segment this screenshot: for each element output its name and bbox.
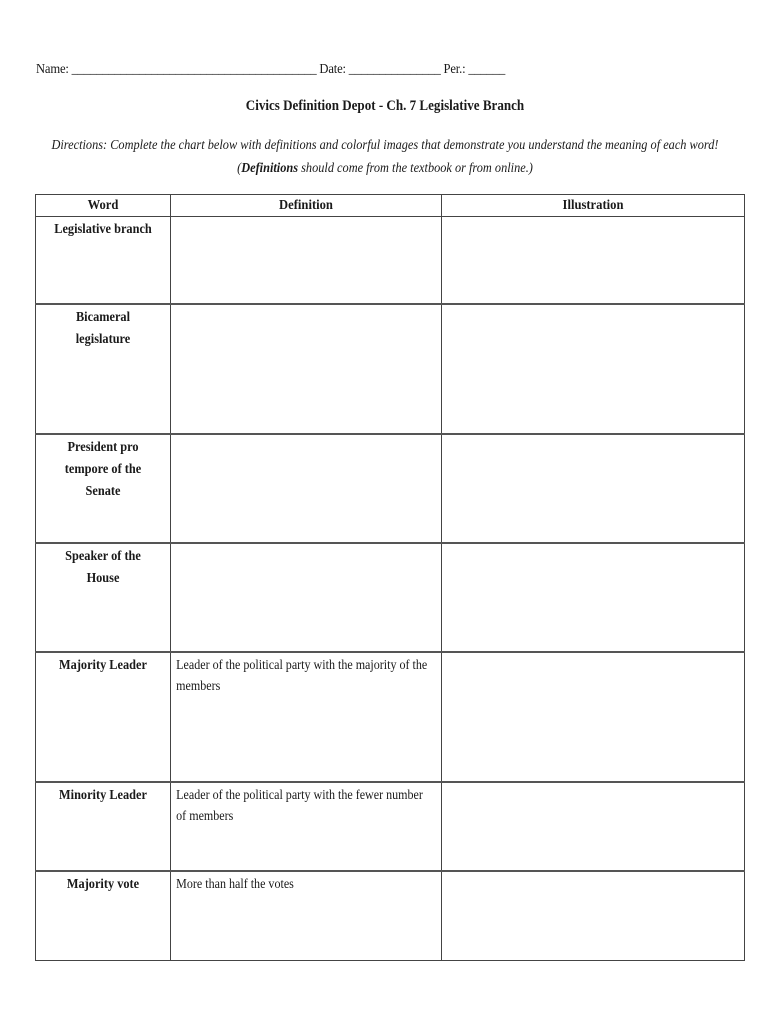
header-illustration — [442, 195, 745, 217]
word-text: Bicameral legislature — [75, 309, 131, 347]
word-cell — [36, 434, 171, 543]
illustration-cell[interactable] — [442, 652, 745, 782]
definition-text: More than half the votes — [176, 876, 294, 892]
illustration-cell[interactable] — [442, 217, 745, 304]
illustration-cell[interactable] — [442, 543, 745, 652]
directions — [20, 134, 750, 180]
illustration-cell[interactable] — [442, 304, 745, 434]
word-text: Majority Leader — [59, 657, 147, 673]
word-text: Speaker of the House — [65, 548, 141, 586]
table-row — [36, 304, 745, 434]
illustration-cell[interactable] — [442, 434, 745, 543]
header-definition-label: Definition — [279, 198, 333, 213]
illustration-cell[interactable] — [442, 782, 745, 871]
header-word — [36, 195, 171, 217]
definition-cell[interactable] — [171, 304, 442, 434]
definition-text — [171, 217, 431, 219]
word-text: Majority vote — [66, 876, 140, 892]
header-definition — [171, 195, 442, 217]
directions-text — [24, 134, 746, 180]
word-cell — [36, 304, 171, 434]
word-cell — [36, 543, 171, 652]
table-header-row — [36, 195, 745, 217]
vocabulary-chart — [35, 194, 745, 961]
definition-text: Leader of the political party with the majority of the members — [176, 657, 428, 694]
table-row — [36, 652, 745, 782]
directions-bold: Definitions — [241, 161, 299, 176]
definition-cell[interactable] — [171, 543, 442, 652]
definition-cell[interactable] — [171, 217, 442, 304]
directions-part1: Directions: Complete the chart below with definitions and colorful images that demonstrate you understand the meaning of each word! ( — [51, 138, 719, 176]
word-text: Minority Leader — [59, 787, 147, 803]
page-title: Civics Definition Depot - Ch. 7 Legislative Branch — [245, 98, 525, 114]
definition-text: Leader of the political party with the fewer number of members — [176, 787, 423, 824]
table-row — [36, 543, 745, 652]
word-text: Legislative branch — [54, 222, 152, 237]
word-cell — [36, 871, 171, 961]
word-cell — [36, 652, 171, 782]
illustration-cell[interactable] — [442, 871, 745, 961]
definition-cell[interactable] — [171, 652, 442, 782]
table-row — [36, 434, 745, 543]
header-illustration-label: Illustration — [562, 198, 624, 213]
word-cell — [36, 217, 171, 304]
directions-part2: should come from the textbook or from online.) — [298, 161, 533, 176]
word-cell — [36, 782, 171, 871]
definition-text — [171, 435, 431, 437]
name-date-period-line: Name: ________________________________________ Date: _______________ Per.: ______ — [36, 62, 506, 77]
definition-cell[interactable] — [171, 434, 442, 543]
table-row — [36, 871, 745, 961]
definition-text — [171, 544, 431, 546]
header-word-label: Word — [87, 198, 119, 213]
definition-cell[interactable] — [171, 782, 442, 871]
table-row — [36, 217, 745, 304]
definition-text — [171, 305, 431, 307]
definition-cell[interactable] — [171, 871, 442, 961]
table-row — [36, 782, 745, 871]
word-text: President pro tempore of the Senate — [64, 439, 142, 499]
